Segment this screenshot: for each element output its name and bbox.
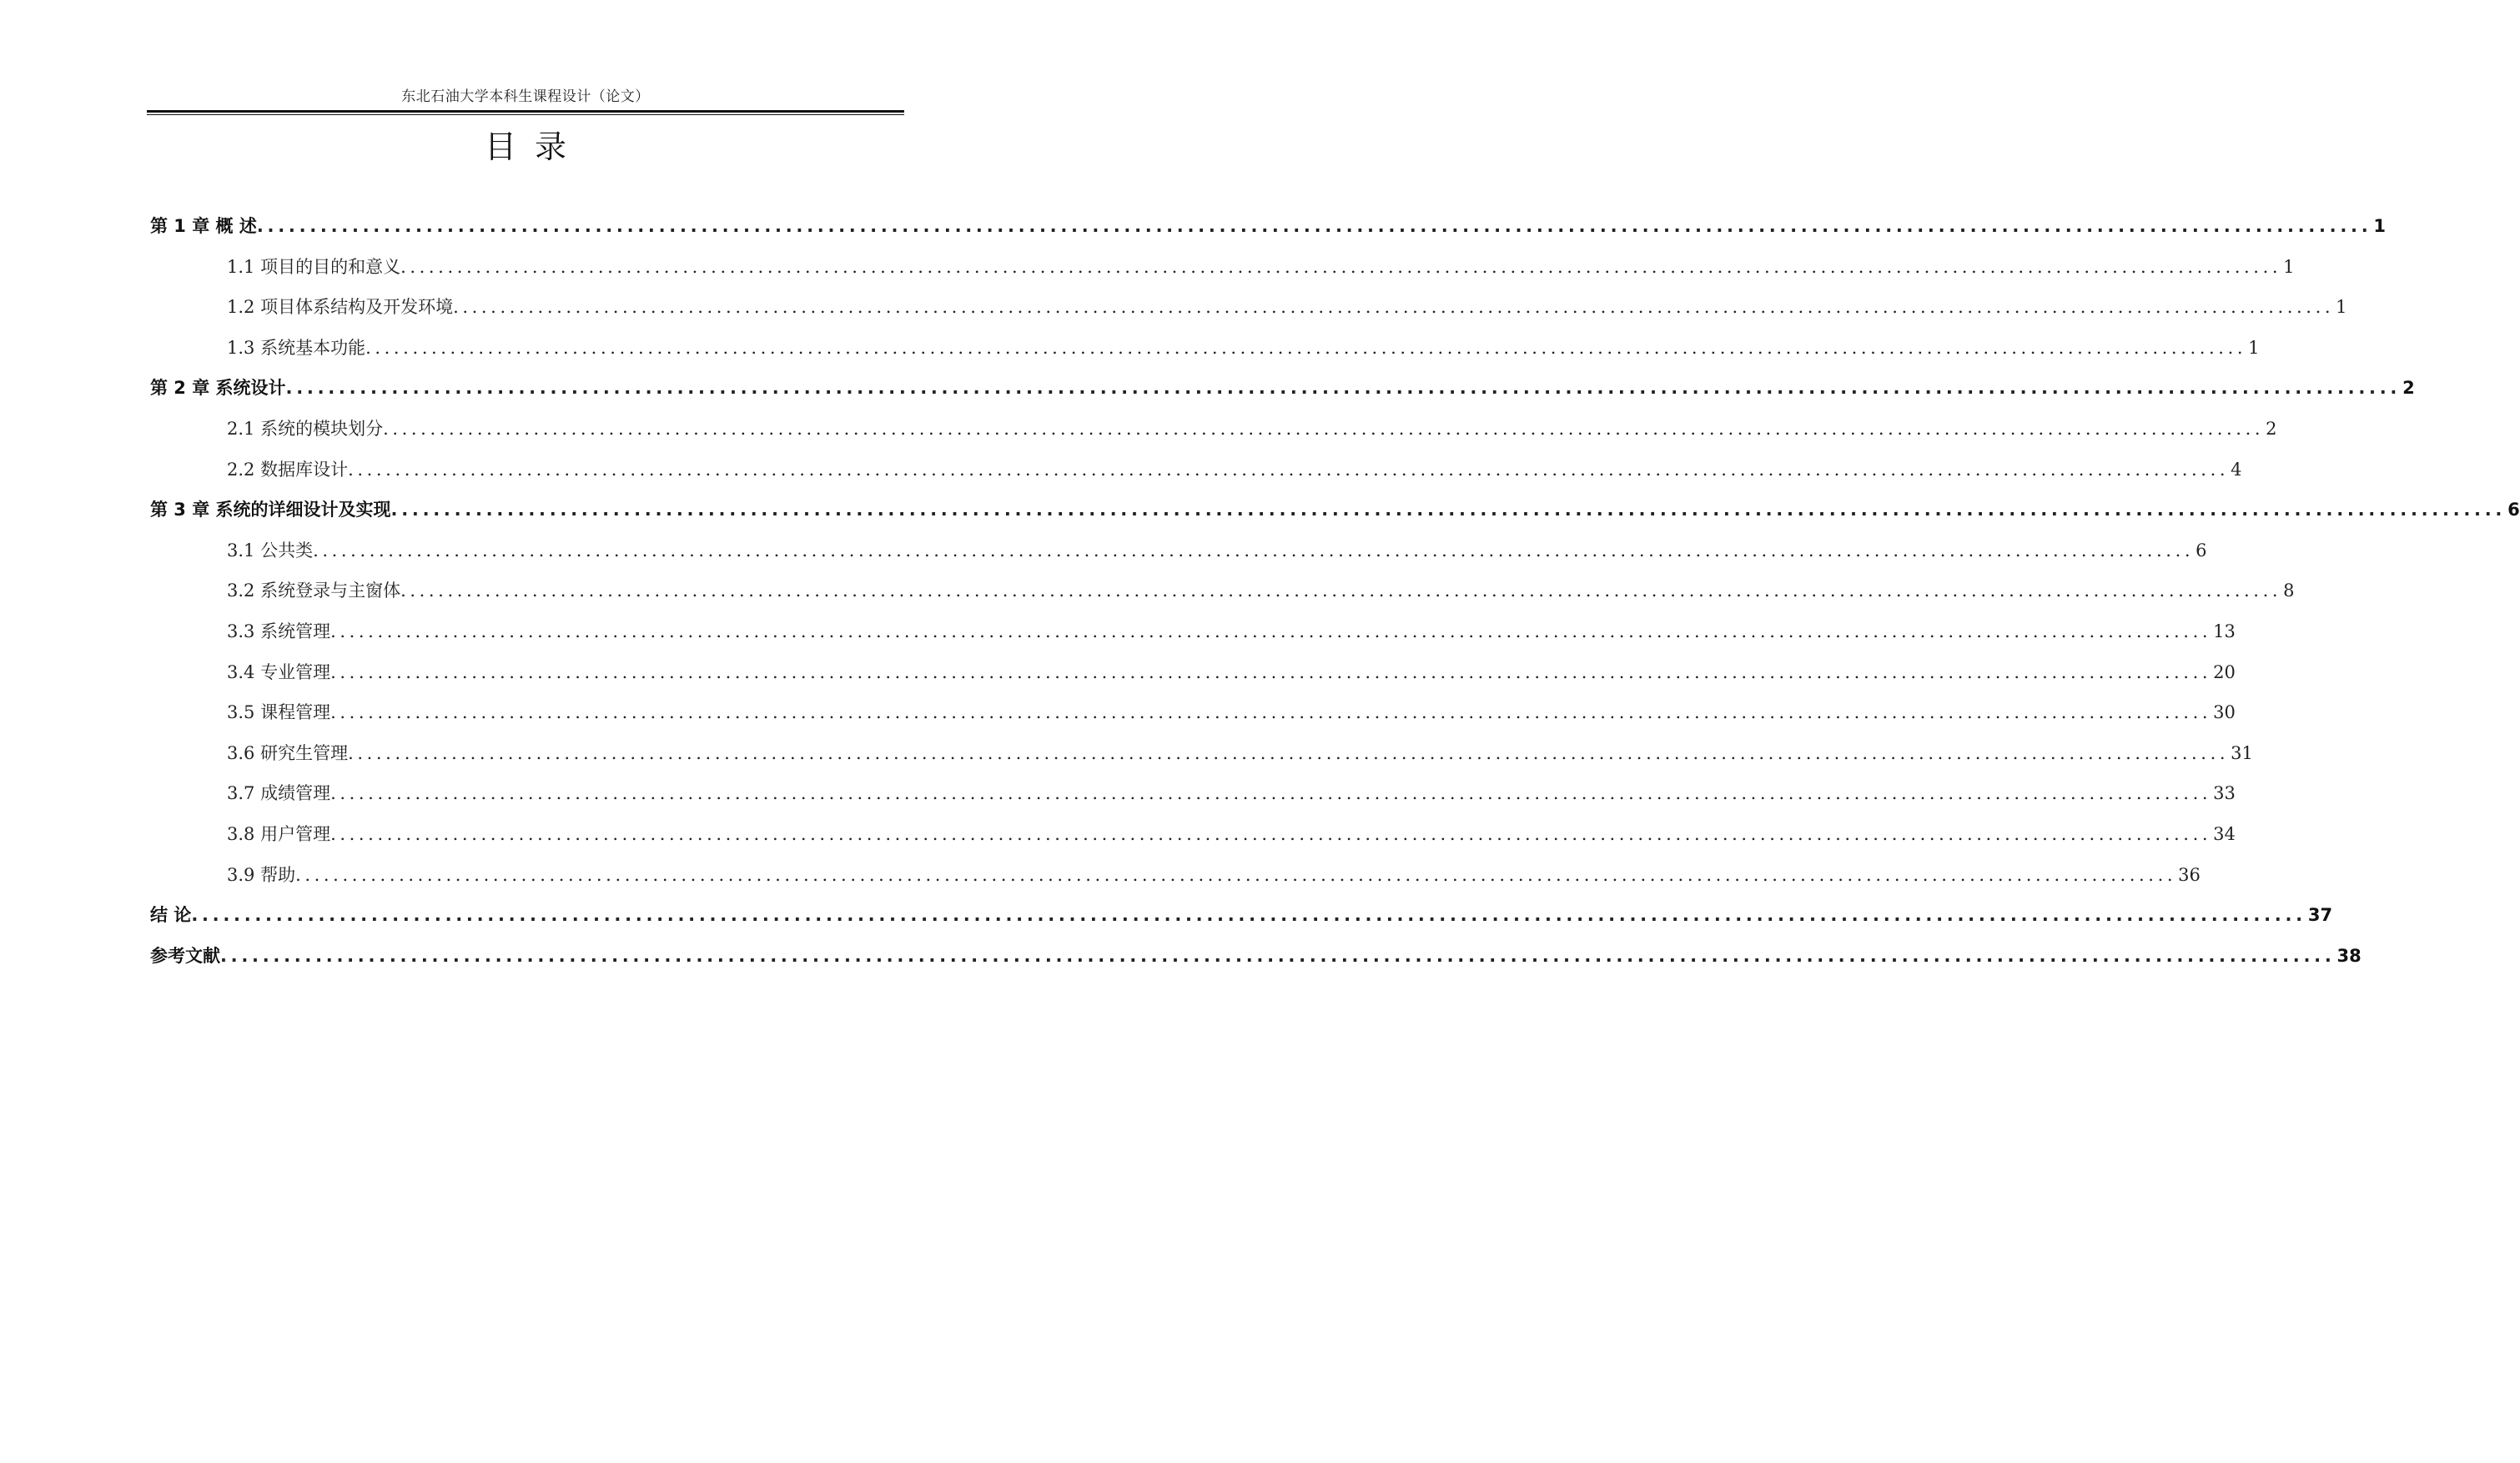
- toc-dot-leader: ........................................................................................................................................................................................................: [330, 661, 2212, 682]
- toc-entry-page-number: 1: [2373, 216, 2386, 236]
- toc-dot-leader: ........................................................................................................................................................................................................: [191, 905, 2306, 926]
- toc-entry-label: 1.2 项目体系结构及开发环境: [227, 297, 454, 318]
- toc-dot-leader: ........................................................................................................................................................................................................: [348, 459, 2230, 480]
- toc-dot-leader: ........................................................................................................................................................................................................: [285, 378, 2402, 399]
- toc-entry-page-number: 38: [2336, 945, 2362, 966]
- toc-dot-leader: ........................................................................................................................................................................................................: [256, 216, 2372, 236]
- toc-section-entry[interactable]: [150, 701, 2236, 742]
- toc-entry-label: 3.3 系统管理: [227, 621, 331, 641]
- toc-entry-page-number: 34: [2213, 823, 2236, 844]
- toc-chapter-entry[interactable]: [150, 904, 2333, 945]
- toc-entry-page-number: 33: [2213, 783, 2236, 804]
- toc-entry-page-number: 37: [2307, 905, 2333, 926]
- toc-dot-leader: ........................................................................................................................................................................................................: [365, 337, 2247, 358]
- toc-entry-page-number: 1: [2248, 337, 2260, 358]
- toc-section-entry[interactable]: [150, 540, 2207, 581]
- table-of-contents: [150, 215, 2520, 985]
- toc-entry-label: 第 2 章 系统设计: [150, 378, 286, 399]
- header-rule-thin: [147, 114, 904, 115]
- toc-dot-leader: ........................................................................................................................................................................................................: [383, 418, 2265, 439]
- toc-dot-leader: ........................................................................................................................................................................................................: [390, 500, 2507, 520]
- toc-dot-leader: ........................................................................................................................................................................................................: [348, 742, 2230, 763]
- toc-entry-page-number: 31: [2231, 742, 2253, 763]
- toc-chapter-entry[interactable]: [150, 215, 2386, 256]
- toc-entry-page-number: 36: [2178, 864, 2201, 885]
- toc-entry-label: 3.2 系统登录与主窗体: [227, 581, 401, 601]
- toc-entry-label: 3.6 研究生管理: [227, 742, 349, 763]
- toc-dot-leader: ........................................................................................................................................................................................................: [313, 540, 2195, 561]
- toc-entry-page-number: 13: [2213, 621, 2236, 641]
- toc-section-entry[interactable]: [150, 782, 2236, 823]
- toc-section-entry[interactable]: [150, 621, 2236, 661]
- running-header: 东北石油大学本科生课程设计（论文）: [401, 88, 650, 105]
- toc-entry-page-number: 20: [2213, 661, 2236, 682]
- toc-entry-page-number: 4: [2231, 459, 2242, 480]
- toc-chapter-entry[interactable]: [150, 945, 2362, 986]
- toc-entry-page-number: 2: [2266, 418, 2277, 439]
- toc-entry-label: 3.4 专业管理: [227, 661, 331, 682]
- toc-chapter-entry[interactable]: [150, 377, 2415, 418]
- toc-entry-label: 3.8 用户管理: [227, 823, 331, 844]
- toc-entry-page-number: 30: [2213, 702, 2236, 723]
- toc-dot-leader: ........................................................................................................................................................................................................: [330, 783, 2212, 804]
- toc-section-entry[interactable]: [150, 296, 2347, 337]
- toc-section-entry[interactable]: [150, 580, 2295, 621]
- toc-section-entry[interactable]: [150, 459, 2242, 500]
- toc-entry-page-number: 6: [2196, 540, 2207, 561]
- toc-entry-label: 第 3 章 系统的详细设计及实现: [150, 500, 391, 520]
- toc-entry-label: 2.1 系统的模块划分: [227, 418, 384, 439]
- toc-entry-label: 结 论: [150, 905, 192, 926]
- header-rule-thick: [147, 110, 904, 113]
- toc-entry-label: 第 1 章 概 述: [150, 216, 257, 236]
- toc-entry-page-number: 1: [2283, 256, 2295, 277]
- toc-dot-leader: ........................................................................................................................................................................................................: [330, 823, 2212, 844]
- toc-dot-leader: ........................................................................................................................................................................................................: [453, 297, 2335, 318]
- toc-dot-leader: ........................................................................................................................................................................................................: [220, 945, 2336, 966]
- toc-entry-label: 参考文献: [150, 945, 220, 966]
- toc-entry-page-number: 2: [2402, 378, 2415, 399]
- toc-entry-label: 1.3 系统基本功能: [227, 337, 366, 358]
- toc-entry-page-number: 8: [2283, 581, 2295, 601]
- toc-entry-label: 3.9 帮助: [227, 864, 296, 885]
- toc-section-entry[interactable]: [150, 337, 2260, 378]
- toc-section-entry[interactable]: [150, 661, 2236, 702]
- toc-title: 目录: [484, 128, 585, 165]
- toc-entry-label: 1.1 项目的目的和意义: [227, 256, 401, 277]
- toc-dot-leader: ........................................................................................................................................................................................................: [295, 864, 2177, 885]
- toc-section-entry[interactable]: [150, 823, 2236, 864]
- toc-section-entry[interactable]: [150, 418, 2277, 459]
- toc-entry-page-number: 1: [2336, 297, 2347, 318]
- toc-chapter-entry[interactable]: [150, 499, 2520, 540]
- toc-entry-label: 3.7 成绩管理: [227, 783, 331, 804]
- toc-dot-leader: ........................................................................................................................................................................................................: [330, 702, 2212, 723]
- toc-entry-label: 3.1 公共类: [227, 540, 314, 561]
- toc-entry-page-number: 6: [2507, 500, 2520, 520]
- toc-dot-leader: ........................................................................................................................................................................................................: [330, 621, 2212, 641]
- toc-section-entry[interactable]: [150, 864, 2201, 905]
- toc-dot-leader: ........................................................................................................................................................................................................: [400, 256, 2282, 277]
- toc-section-entry[interactable]: [150, 742, 2253, 783]
- toc-section-entry[interactable]: [150, 256, 2295, 297]
- toc-entry-label: 2.2 数据库设计: [227, 459, 349, 480]
- toc-dot-leader: ........................................................................................................................................................................................................: [400, 581, 2282, 601]
- toc-entry-label: 3.5 课程管理: [227, 702, 331, 723]
